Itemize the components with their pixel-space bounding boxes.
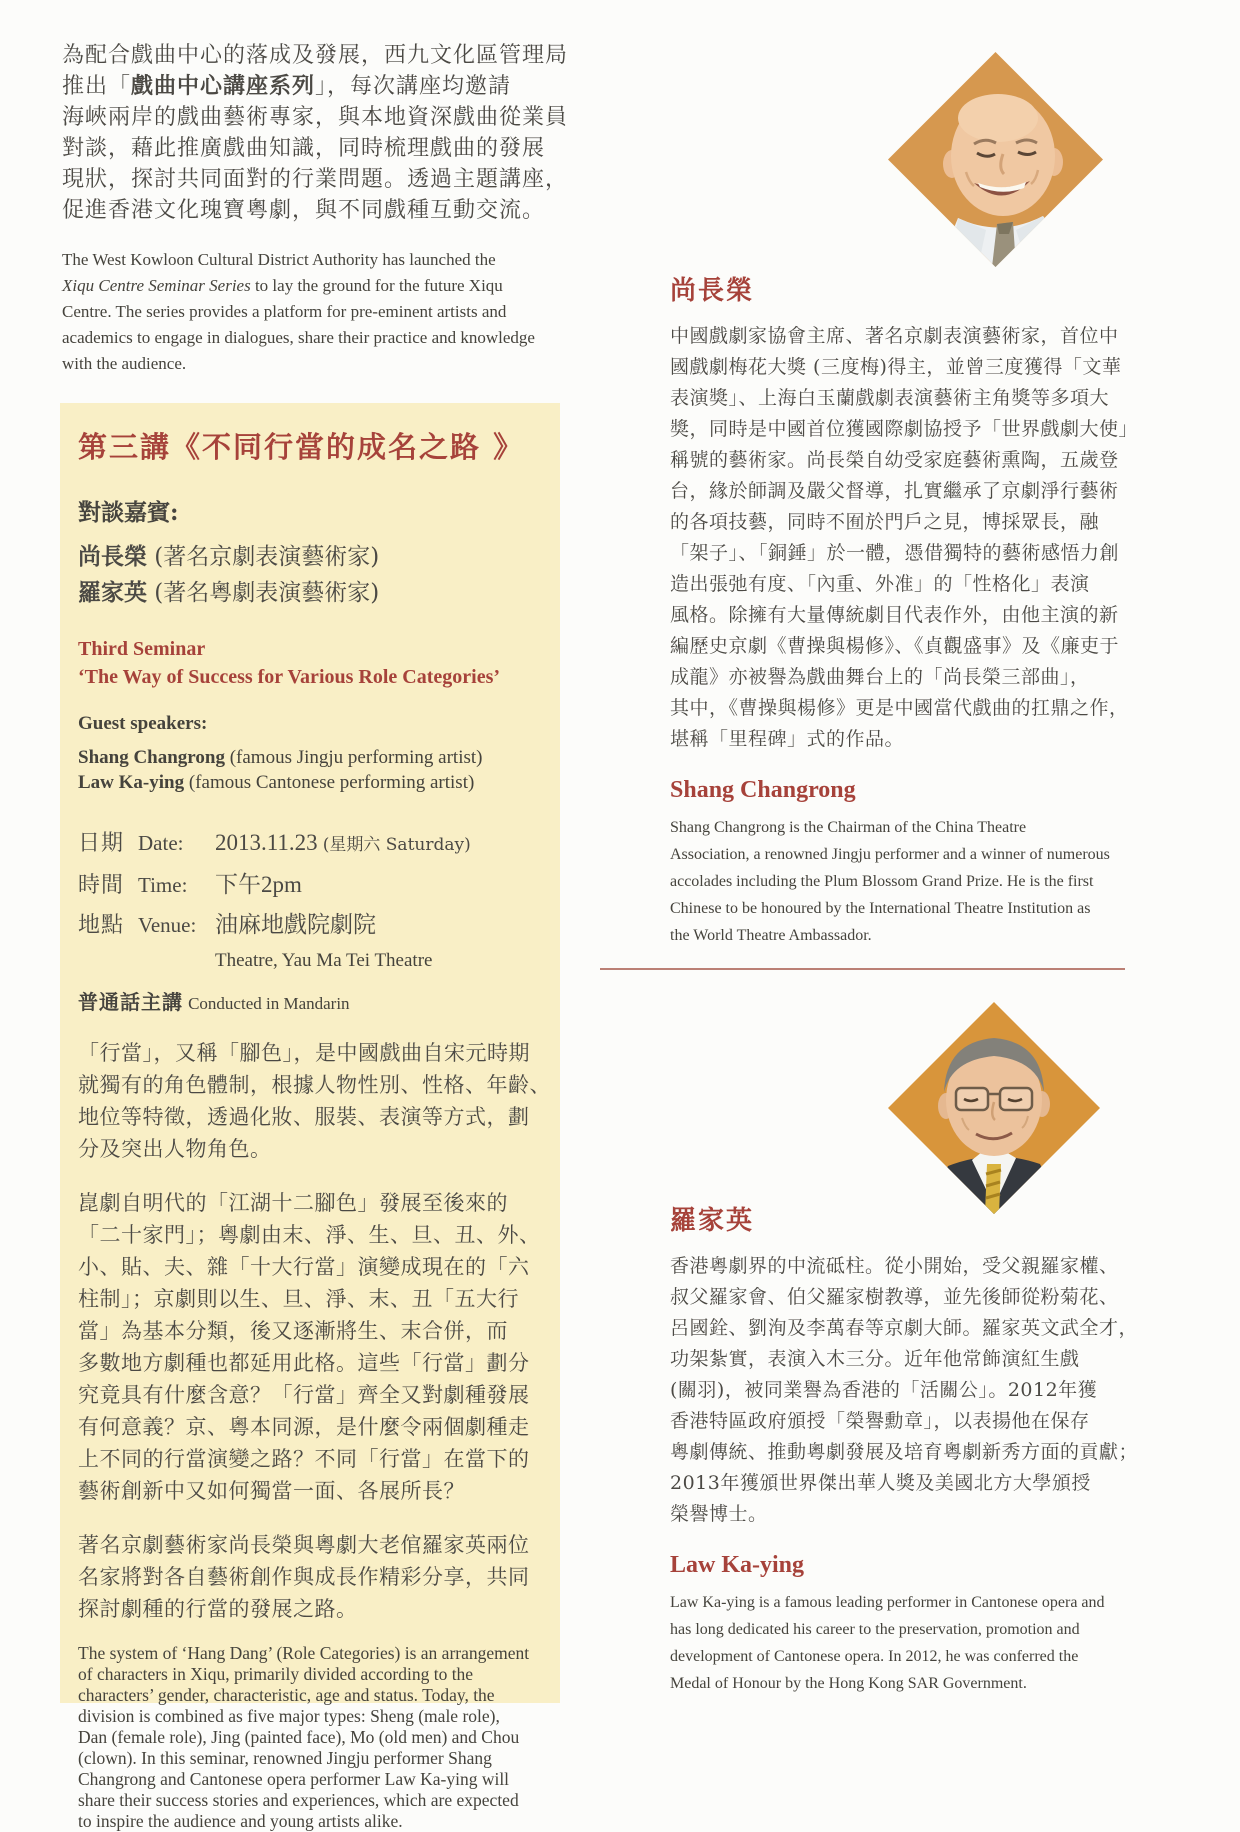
date-row: 日期 Date: 2013.11.23 (星期六 Saturday) — [78, 830, 471, 856]
diamond-portrait-shang — [888, 52, 1103, 267]
law-bio-zh — [670, 1251, 1139, 1530]
text-line: the World Theatre Ambassador. — [670, 927, 872, 944]
guest-line-law: 羅家英 (著名粵劇表演藝術家) — [78, 579, 380, 606]
law-ka-ying-section — [670, 1200, 1139, 1697]
intro-paragraph-zh — [62, 40, 582, 226]
law-bio-en — [670, 1589, 1125, 1697]
text-line: Xiqu Centre Seminar Series to lay the ground for the future Xiqu — [62, 276, 503, 295]
guests-label: 對談嘉賓: — [78, 499, 179, 526]
text-line: Association, a renowned Jingju performer and a winner of numerous — [670, 846, 1110, 863]
text-line: accolades including the Plum Blossom Grand Prize. He is the first — [670, 873, 1094, 890]
text-line: 推出「戲曲中心講座系列」，每次講座均邀請 — [62, 73, 512, 99]
text-line: Medal of Honour by the Hong Kong SAR Government. — [670, 1675, 1027, 1692]
seminar-title-zh: 第三講《不同行當的成名之路 》 — [78, 430, 525, 464]
text-line: 多數地方劇種也都延用此格。這些「行當」劃分 — [78, 1351, 530, 1375]
text-line: 「行當」，又稱「腳色」，是中國戲曲自宋元時期 — [78, 1041, 530, 1065]
text-line: (clown). In this seminar, renowned Jingju performer Shang — [78, 1748, 492, 1768]
text-line: 柱制」；京劇則以生、旦、淨、末、丑「五大行 — [78, 1287, 519, 1311]
text-line: characters’ gender, characteristic, age and status. Today, the — [78, 1685, 495, 1705]
box-paragraph-3 — [78, 1529, 542, 1625]
text-line: 探討劇種的行當的發展之路。 — [78, 1597, 358, 1621]
text-line: 2013年獲頒世界傑出華人獎及美國北方大學頒授 — [670, 1472, 1091, 1494]
text-line: with the audience. — [62, 354, 187, 373]
venue-row-english: Theatre, Yau Ma Tei Theatre — [215, 950, 433, 971]
speaker-line-law: Law Ka-ying (famous Cantonese performing artist) — [78, 772, 475, 793]
text-line: 榮譽博士。 — [670, 1503, 768, 1525]
box-paragraph-1 — [78, 1037, 551, 1165]
box-paragraph-2 — [78, 1187, 542, 1507]
text-line: Changrong and Cantonese opera performer Law Ka-ying will — [78, 1769, 510, 1789]
shang-bio-en — [670, 814, 1125, 949]
text-line: 現狀，探討共同面對的行業問題。透過主題講座， — [62, 167, 569, 192]
text-line: 「二十家門」；粵劇由末、淨、生、旦、丑、外、 — [78, 1223, 541, 1247]
text-line: Chinese to be honoured by the International Theatre Institution as — [670, 900, 1091, 917]
shang-changrong-section — [670, 270, 1139, 949]
text-line: 分及突出人物角色。 — [78, 1137, 272, 1161]
text-line: 著名京劇藝術家尚長榮與粵劇大老倌羅家英兩位 — [78, 1533, 530, 1557]
text-line: Dan (female role), Jing (painted face), Mo (old men) and Chou — [78, 1727, 520, 1747]
text-line: has long dedicated his career to the preservation, promotion and — [670, 1621, 1080, 1638]
text-line: 當」為基本分類，後又逐漸將生、末合併，而 — [78, 1319, 508, 1343]
text-line: 編歷史京劇《曹操與楊修》、《貞觀盛事》及《廉吏于 — [670, 635, 1120, 657]
text-line: 藝術創新中又如何獨當一面、各展所長？ — [78, 1479, 465, 1503]
text-line: 造出張弛有度、「內重、外准」的「性格化」表演 — [670, 573, 1090, 595]
venue-row: 地點 Venue: 油麻地戲院劇院 — [78, 912, 376, 938]
text-line: share their success stories and experiences, which are expected — [78, 1790, 519, 1810]
text-line: 中國戲劇家協會主席、著名京劇表演藝術家，首位中 — [670, 325, 1119, 347]
text-line: 香港特區政府頒授「榮譽勳章」，以表揚他在保存 — [670, 1410, 1090, 1432]
text-line: of characters in Xiqu, primarily divided according to the — [78, 1664, 474, 1684]
law-name-en: Law Ka-ying — [670, 1552, 805, 1578]
text-line: 表演獎」、上海白玉蘭戲劇表演藝術主角獎等多項大 — [670, 387, 1110, 409]
shang-changrong-portrait-photo — [888, 52, 1103, 267]
text-line: 成龍》亦被譽為戲曲舞台上的「尚長榮三部曲」， — [670, 666, 1090, 688]
text-line: 小、貼、夫、雜「十大行當」演變成現在的「六 — [78, 1255, 530, 1279]
text-line: 叔父羅家會、伯父羅家樹教導，並先後師從粉菊花、 — [670, 1286, 1119, 1308]
text-line: 促進香港文化瑰寶粵劇，與不同戲種互動交流。 — [62, 198, 546, 223]
text-line: 有何意義？京、粵本同源，是什麼令兩個劇種走 — [78, 1415, 530, 1439]
text-line: 功架紮實，表演入木三分。近年他常飾演紅生戲 — [670, 1348, 1080, 1370]
text-line: Shang Changrong is the Chairman of the China Theatre — [670, 819, 1027, 836]
event-details — [78, 823, 542, 976]
text-line: development of Cantonese opera. In 2012, he was conferred the — [670, 1648, 1079, 1665]
language-note: 普通話主講 Conducted in Mandarin — [78, 990, 350, 1014]
law-ka-ying-portrait-photo — [888, 1002, 1100, 1214]
box-paragraph-en — [78, 1643, 542, 1832]
text-line: The West Kowloon Cultural District Authority has launched the — [62, 250, 496, 269]
text-line: 獎，同時是中國首位獲國際劇協授予「世界戲劇大使」 — [670, 418, 1139, 440]
text-line: Centre. The series provides a platform for pre-eminent artists and — [62, 302, 507, 321]
shang-bio-zh — [670, 321, 1139, 755]
text-line: 香港粵劇界的中流砥柱。從小開始，受父親羅家權、 — [670, 1255, 1119, 1277]
text-line: 「架子」、「銅錘」於一體，憑借獨特的藝術感悟力創 — [670, 542, 1120, 564]
bold-series-name: 戲曲中心講座系列 — [131, 73, 316, 99]
italic-series-name: Xiqu Centre Seminar Series — [62, 276, 251, 295]
guest-line-shang: 尚長榮 (著名京劇表演藝術家) — [78, 543, 380, 570]
text-line: academics to engage in dialogues, share their practice and knowledge — [62, 328, 535, 347]
text-line: 的各項技藝，同時不囿於門戶之見，博採眾長，融 — [670, 511, 1100, 533]
seminar-title-en-line1: Third Seminar — [78, 638, 206, 660]
text-line: to inspire the audience and young artists alike. — [78, 1811, 403, 1831]
text-line: 究竟具有什麼含意？「行當」齊全又對劇種發展 — [78, 1383, 530, 1407]
shang-name-zh: 尚長榮 — [670, 276, 755, 306]
text-line: 地位等特徵，透過化妝、服裝、表演等方式，劃 — [78, 1105, 530, 1129]
speaker-line-shang: Shang Changrong (famous Jingju performing artist) — [78, 747, 483, 768]
intro-paragraph-en — [62, 247, 572, 377]
text-line: 粵劇傳統、推動粵劇發展及培育粵劇新秀方面的貢獻； — [670, 1441, 1139, 1463]
shang-name-en: Shang Changrong — [670, 777, 856, 803]
text-line: 堪稱「里程碑」式的作品。 — [670, 728, 905, 750]
text-line: 為配合戲曲中心的落成及發展，西九文化區管理局 — [62, 43, 569, 68]
seminar-title-en-line2: ‘The Way of Success for Various Role Categories’ — [78, 666, 501, 688]
text-line: 上不同的行當演變之路？不同「行當」在當下的 — [78, 1447, 530, 1471]
speakers-label: Guest speakers: — [78, 713, 208, 734]
text-line: 海峽兩岸的戲曲藝術專家，與本地資深戲曲從業員 — [62, 105, 569, 130]
text-line: The system of ‘Hang Dang’ (Role Categories) is an arrangement — [78, 1643, 530, 1663]
time-row: 時間 Time: 下午2pm — [78, 872, 302, 898]
text-line: 台，緣於師調及嚴父督導，扎實繼承了京劇淨行藝術 — [670, 480, 1119, 502]
law-name-zh: 羅家英 — [670, 1206, 755, 1236]
text-line: 風格。除擁有大量傳統劇目代表作外，由他主演的新 — [670, 604, 1119, 626]
text-line: 崑劇自明代的「江湖十二腳色」發展至後來的 — [78, 1191, 508, 1215]
text-line: 名家將對各自藝術創作與成長作精彩分享，共同 — [78, 1565, 530, 1589]
text-line: 其中，《曹操與楊修》更是中國當代戲曲的扛鼎之作， — [670, 697, 1129, 719]
section-divider-line — [600, 968, 1125, 970]
seminar-info-box — [60, 403, 560, 1831]
text-line: 國戲劇梅花大獎 (三度梅)得主，並曾三度獲得「文華 — [670, 356, 1122, 378]
text-line: Law Ka-ying is a famous leading performer in Cantonese opera and — [670, 1594, 1105, 1611]
text-line: 稱號的藝術家。尚長榮自幼受家庭藝術熏陶，五歲登 — [670, 449, 1119, 471]
text-line: 呂國銓、劉洵及李萬春等京劇大師。羅家英文武全才， — [670, 1317, 1139, 1339]
text-line: 就獨有的角色體制，根據人物性別、性格、年齡、 — [78, 1073, 551, 1097]
text-line: division is combined as five major types: Sheng (male role), — [78, 1706, 500, 1726]
text-line: 對談，藉此推廣戲曲知識，同時梳理戲曲的發展 — [62, 136, 546, 161]
diamond-portrait-law — [888, 1002, 1100, 1214]
text-line: (關羽)，被同業譽為香港的「活關公」。2012年獲 — [670, 1379, 1098, 1401]
